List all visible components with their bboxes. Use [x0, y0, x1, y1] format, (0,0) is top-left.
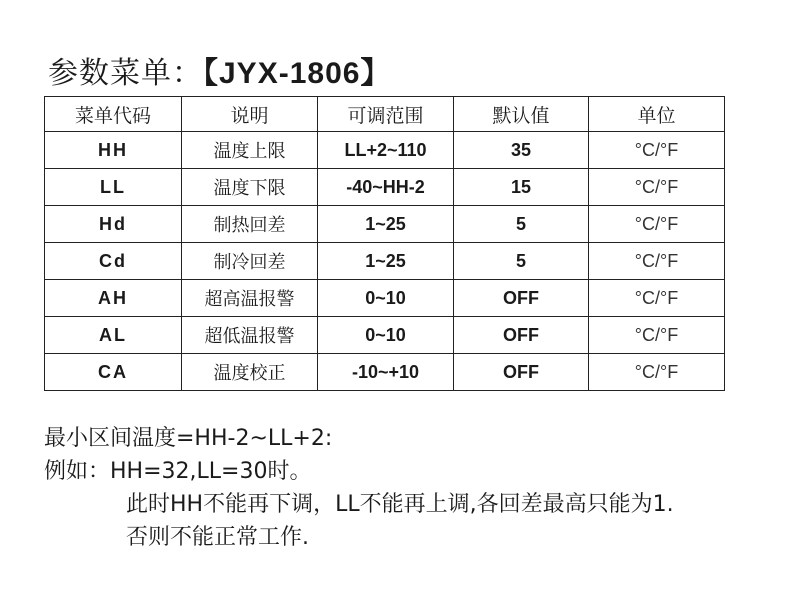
header-description: 说明	[182, 97, 318, 132]
cell-unit: °C/°F	[589, 132, 725, 169]
cell-code: AL	[45, 317, 182, 354]
cell-range: -40~HH-2	[318, 169, 454, 206]
cell-default: OFF	[454, 280, 589, 317]
cell-range: 1~25	[318, 243, 454, 280]
cell-description: 温度校正	[182, 354, 318, 391]
parameter-table	[44, 96, 725, 391]
cell-range: 0~10	[318, 280, 454, 317]
cell-code: CA	[45, 354, 182, 391]
cell-unit: °C/°F	[589, 169, 725, 206]
cell-unit: °C/°F	[589, 280, 725, 317]
table-row	[45, 317, 725, 354]
cell-unit: °C/°F	[589, 354, 725, 391]
table-row	[45, 132, 725, 169]
cell-range: 0~10	[318, 317, 454, 354]
cell-unit: °C/°F	[589, 243, 725, 280]
note-example: 例如：HH=32,LL=30时。	[44, 459, 312, 484]
cell-default: 35	[454, 132, 589, 169]
note-warning: 否则不能正常工作.	[126, 525, 309, 550]
cell-default: 5	[454, 206, 589, 243]
note-explanation: 此时HH不能再下调，LL不能再上调,各回差最高只能为1.	[126, 492, 674, 517]
cell-unit: °C/°F	[589, 317, 725, 354]
header-range: 可调范围	[318, 97, 454, 132]
cell-description: 温度上限	[182, 132, 318, 169]
cell-range: -10~+10	[318, 354, 454, 391]
title-prefix: 参数菜单：	[48, 56, 203, 91]
note-min-interval: 最小区间温度=HH-2~LL+2:	[44, 426, 333, 451]
header-unit: 单位	[589, 97, 725, 132]
cell-code: AH	[45, 280, 182, 317]
cell-range: LL+2~110	[318, 132, 454, 169]
cell-description: 制冷回差	[182, 243, 318, 280]
page-title	[48, 48, 391, 92]
table-header-row	[45, 97, 725, 132]
cell-description: 超低温报警	[182, 317, 318, 354]
cell-description: 超高温报警	[182, 280, 318, 317]
cell-code: LL	[45, 169, 182, 206]
table-row	[45, 280, 725, 317]
model-number: 【JYX-1806】	[203, 57, 392, 90]
cell-description: 制热回差	[182, 206, 318, 243]
cell-default: OFF	[454, 354, 589, 391]
cell-code: Cd	[45, 243, 182, 280]
table-row	[45, 169, 725, 206]
header-menu-code: 菜单代码	[45, 97, 182, 132]
cell-range: 1~25	[318, 206, 454, 243]
table-row	[45, 243, 725, 280]
cell-code: Hd	[45, 206, 182, 243]
cell-code: HH	[45, 132, 182, 169]
header-default: 默认值	[454, 97, 589, 132]
cell-description: 温度下限	[182, 169, 318, 206]
notes-block	[44, 422, 674, 554]
cell-default: 5	[454, 243, 589, 280]
table-row	[45, 354, 725, 391]
table-row	[45, 206, 725, 243]
cell-default: OFF	[454, 317, 589, 354]
cell-default: 15	[454, 169, 589, 206]
cell-unit: °C/°F	[589, 206, 725, 243]
